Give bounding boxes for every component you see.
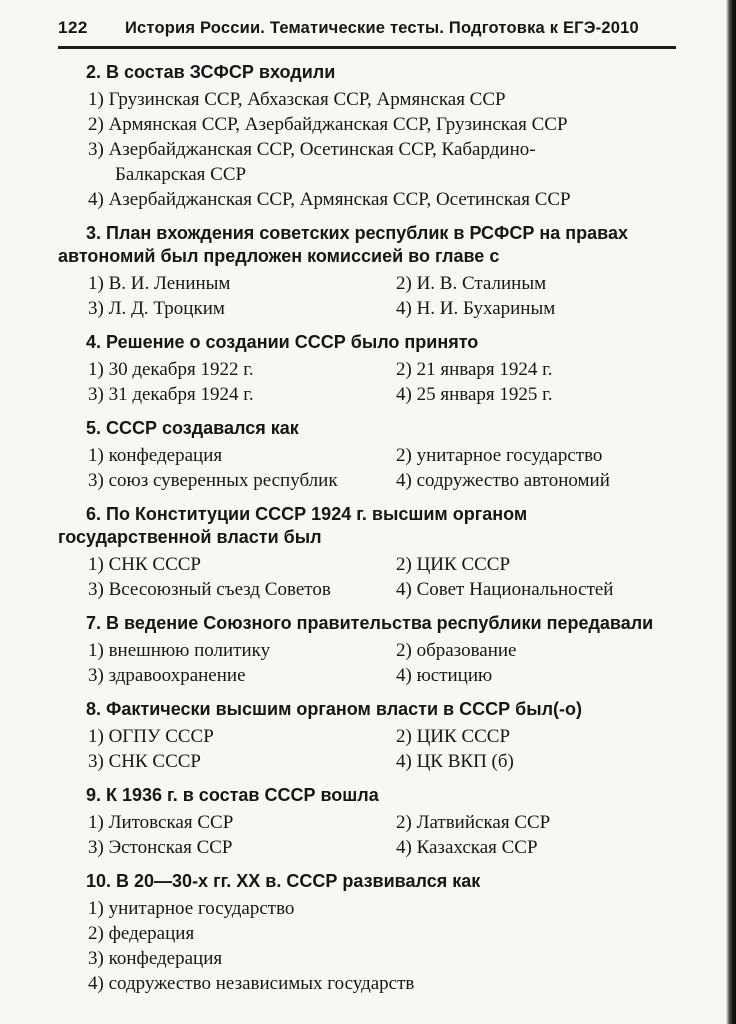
- question-options: [88, 87, 676, 212]
- answer-option: 2) Армянская ССР, Азербайджанская ССР, Грузинская ССР: [88, 113, 568, 135]
- answer-option: 4) юстицию: [396, 664, 493, 686]
- question-6: [58, 503, 676, 602]
- answer-option: 2) ЦИК СССР: [396, 725, 511, 747]
- question-9: [58, 784, 676, 860]
- answer-option: 4) Н. И. Бухариным: [396, 297, 556, 319]
- answer-option: 4) содружество независимых государств: [88, 972, 415, 994]
- question-8: [58, 698, 676, 774]
- question-options: [88, 357, 676, 407]
- header-rule: [58, 46, 676, 49]
- answer-option: 3) Всесоюзный съезд Советов: [88, 578, 331, 600]
- answer-option: 1) конфедерация: [88, 444, 223, 466]
- answer-option: 1) В. И. Лениным: [88, 272, 231, 294]
- question-options: [88, 724, 676, 774]
- answer-option: 2) образование: [396, 639, 517, 661]
- answer-option: 3) Эстонская ССР: [88, 836, 233, 858]
- question-stem: 6. По Конституции СССР 1924 г. высшим органом государственной власти был: [58, 503, 528, 547]
- question-options: [88, 271, 676, 321]
- question-stem: 4. Решение о создании СССР было принято: [86, 331, 479, 352]
- scan-edge-shadow: [726, 0, 736, 1024]
- question-stem: 9. К 1936 г. в состав СССР вошла: [86, 784, 379, 805]
- question-stem: 10. В 20—30-х гг. XX в. СССР развивался как: [86, 870, 481, 891]
- question-options: [88, 443, 676, 493]
- answer-option: 1) ОГПУ СССР: [88, 725, 214, 747]
- question-5: [58, 417, 676, 493]
- answer-option: 2) унитарное государство: [396, 444, 603, 466]
- answer-option: 3) Л. Д. Троцким: [88, 297, 225, 319]
- answer-option: 3) здравоохранение: [88, 664, 246, 686]
- question-3: [58, 222, 676, 321]
- answer-option: 2) Латвийская ССР: [396, 811, 551, 833]
- answer-option: 2) 21 января 1924 г.: [396, 358, 553, 380]
- question-stem: 3. План вхождения советских республик в РСФСР на правах автономий был предложен комиссией во главе с: [58, 222, 629, 266]
- answer-option: 4) ЦК ВКП (б): [396, 750, 514, 772]
- page-number: 122: [58, 18, 88, 37]
- question-stem: 2. В состав ЗСФСР входили: [86, 61, 336, 82]
- answer-option: 3) СНК СССР: [88, 750, 201, 772]
- question-7: [58, 612, 676, 688]
- question-2: [58, 61, 676, 212]
- answer-option: 2) ЦИК СССР: [396, 553, 511, 575]
- answer-option: 1) Литовская ССР: [88, 811, 234, 833]
- answer-option: 1) внешнюю политику: [88, 639, 271, 661]
- answer-option: 3) конфедерация: [88, 947, 223, 969]
- question-4: [58, 331, 676, 407]
- answer-option: 3) Азербайджанская ССР, Осетинская ССР, Кабардино-Балкарская ССР: [88, 138, 536, 185]
- page-header: [58, 18, 676, 38]
- question-stem: 5. СССР создавался как: [86, 417, 299, 438]
- running-head-title: История России. Тематические тесты. Подготовка к ЕГЭ-2010: [124, 19, 639, 37]
- question-options: [88, 638, 676, 688]
- question-stem: 7. В ведение Союзного правительства республики передавали: [86, 612, 654, 633]
- answer-option: 4) Казахская ССР: [396, 836, 538, 858]
- answer-option: 3) 31 декабря 1924 г.: [88, 383, 254, 405]
- answer-option: 1) Грузинская ССР, Абхазская ССР, Армянская ССР: [88, 88, 506, 110]
- answer-option: 4) 25 января 1925 г.: [396, 383, 553, 405]
- question-stem: 8. Фактически высшим органом власти в СССР был(-о): [86, 698, 583, 719]
- question-10: [58, 870, 676, 996]
- question-options: [88, 552, 676, 602]
- question-options: [88, 896, 676, 996]
- answer-option: 1) унитарное государство: [88, 897, 295, 919]
- answer-option: 4) Азербайджанская ССР, Армянская ССР, Осетинская ССР: [88, 188, 571, 210]
- answer-option: 4) содружество автономий: [396, 469, 610, 491]
- answer-option: 1) 30 декабря 1922 г.: [88, 358, 254, 380]
- answer-option: 2) федерация: [88, 922, 195, 944]
- answer-option: 2) И. В. Сталиным: [396, 272, 547, 294]
- answer-option: 3) союз суверенных республик: [88, 469, 338, 491]
- question-options: [88, 810, 676, 860]
- answer-option: 4) Совет Национальностей: [396, 578, 614, 600]
- questions-list: [58, 61, 676, 996]
- answer-option: 1) СНК СССР: [88, 553, 201, 575]
